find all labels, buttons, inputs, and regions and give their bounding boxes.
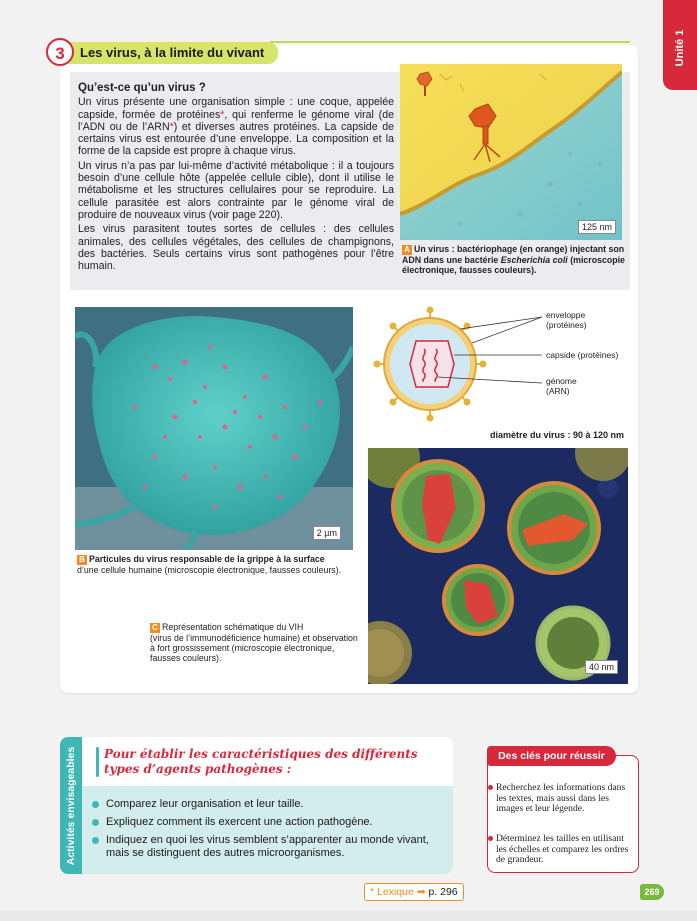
- figure-b-photo: [75, 307, 353, 550]
- activity-item-text: Comparez leur organisation et leur taille.: [106, 798, 304, 810]
- section-number: 3: [46, 38, 74, 66]
- figure-b-caption-b: d’une cellule humaine (microscopie électronique, fausses couleurs).: [77, 565, 342, 575]
- figure-c-badge: C: [150, 623, 160, 633]
- p1-part-a: Un virus présente une organisation simple : une coque, appelée capside, formée de protéines: [78, 96, 394, 121]
- figure-a-scale: 125 nm: [578, 220, 616, 234]
- activities-title: Pour établir les caractéristiques des différents types d’agents pathogènes :: [104, 747, 418, 776]
- lexique-page: p. 296: [428, 886, 458, 898]
- figure-c-caption-a: Représentation schématique du VIH: [162, 622, 304, 632]
- lexique-asterisk: *: [169, 120, 174, 133]
- label-genome-text: génome: [546, 376, 577, 386]
- label-capsid: capside (protéines): [546, 350, 619, 360]
- key-item-text: Déterminez les tailles en utilisant les échelles et comparez les ordres de grandeur.: [496, 833, 629, 865]
- figure-a-caption-a: Un virus : bactériophage (en orange) injectant son ADN dans une bactérie: [402, 244, 625, 265]
- unit-tab[interactable]: [663, 0, 697, 90]
- figure-b-caption: [77, 554, 357, 575]
- keys-title: Des clés pour réussir: [487, 746, 616, 766]
- lexique-asterisk: *: [220, 108, 225, 121]
- lexique-star: *: [370, 886, 375, 898]
- section-header: [40, 38, 630, 66]
- bullet-icon: [488, 785, 493, 790]
- paragraph-1: [78, 96, 394, 157]
- key-item-text: Recherchez les informations dans les textes, mais aussi dans les images et leur légende.: [496, 782, 626, 814]
- figure-c-caption-b: (virus de l’immunodéficience humaine) et observation à fort grossissement (microscopie électronique, fausses couleurs).: [150, 633, 358, 663]
- activity-item-text: Expliquez comment ils exercent une action pathogène.: [106, 816, 373, 828]
- key-item: [496, 783, 634, 815]
- key-item: [496, 834, 634, 866]
- paragraph-2: Un virus n’a pas par lui-même d’activité métabolique : il a toujours besoin d’une cellule hôte (appelée cellule cible), dont il utilise le métabolisme et les structures cellulaires pour se reproduire. La cellule parasitée est alors contrainte par le génome viral de produire de nouveaux virus (voir page 220).: [78, 159, 394, 221]
- virus-diameter: diamètre du virus : 90 à 120 nm: [490, 430, 625, 440]
- figure-c-photo: [368, 448, 628, 684]
- hiv-schematic: [372, 305, 634, 430]
- label-envelope-text: enveloppe: [546, 310, 586, 320]
- hiv-diagram: [372, 305, 634, 445]
- bottom-strip: [0, 911, 697, 921]
- activity-item: [92, 834, 442, 860]
- intro-heading: Qu’est-ce qu’un virus ?: [78, 82, 206, 94]
- p1-part-c: ) et diverses autres protéines. La capside de certains virus est entourée d’une enveloppe. La composition et la forme de la capside est propre à chaque virus.: [78, 120, 394, 158]
- arrow-right-icon: ➡: [416, 886, 426, 898]
- activities-title-bar: [96, 747, 99, 777]
- activity-item: [92, 816, 442, 829]
- p1-part-b: , qui renferme le génome viral (de l’ADN ou de l’ARN: [78, 108, 394, 133]
- unit-tab-label: Unité 1: [674, 29, 686, 67]
- bullet-icon: [92, 837, 99, 844]
- influenza-cell-image: [75, 307, 353, 550]
- intro-text: [78, 82, 394, 274]
- label-envelope: [546, 311, 587, 330]
- figure-c-scale: 40 nm: [585, 660, 618, 674]
- bacteriophage-image: [400, 64, 622, 240]
- lexique-label: Lexique: [377, 886, 414, 898]
- figure-b-caption-a: Particules du virus responsable de la grippe à la surface: [89, 554, 325, 564]
- bullet-icon: [92, 819, 99, 826]
- section-divider: [270, 41, 630, 43]
- activities-tab: [60, 737, 82, 874]
- figure-a-caption: [402, 244, 626, 275]
- activity-item: [92, 798, 442, 811]
- figure-a-caption-species: Escherichia coli: [500, 255, 568, 265]
- page-number: 269: [640, 884, 664, 900]
- figure-a-photo: [400, 64, 622, 240]
- label-envelope-sub: (protéines): [546, 319, 587, 330]
- paragraph-3: Les virus parasitent toutes sortes de cellules : des cellules animales, des cellules végétales, des cellules de champignons, des bactéries. Seuls certains virus sont pathogènes pour l’être humain.: [78, 223, 394, 273]
- figure-b-scale: 2 µm: [313, 526, 341, 540]
- activity-item-text: Indiquez en quoi les virus semblent s’apparenter au monde vivant, mais se distinguent des autres microorganismes.: [106, 834, 429, 859]
- figure-a-badge: A: [402, 245, 412, 255]
- lexique-link[interactable]: [364, 883, 464, 901]
- bullet-icon: [92, 801, 99, 808]
- label-genome: [546, 377, 577, 396]
- figure-a-caption-b: (microscopie électronique, fausses couleurs).: [402, 255, 625, 275]
- hiv-micrograph: [368, 448, 628, 684]
- activities-tab-label: Activités envisageables: [65, 746, 77, 865]
- figure-b-badge: B: [77, 555, 87, 565]
- label-genome-sub: (ARN): [546, 385, 570, 396]
- figure-c-caption: [150, 622, 360, 663]
- bullet-icon: [488, 836, 493, 841]
- section-title: Les virus, à la limite du vivant: [80, 45, 265, 60]
